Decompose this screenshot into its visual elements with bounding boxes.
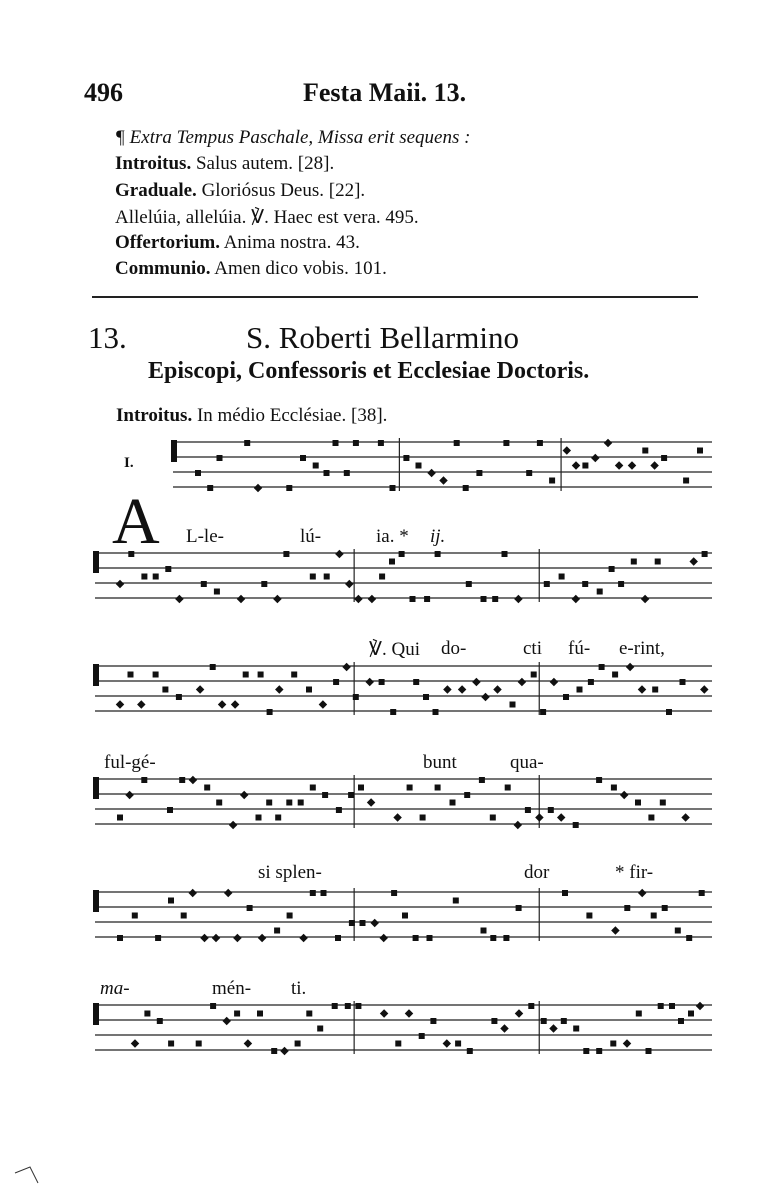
neume	[699, 890, 705, 896]
neume	[646, 1048, 652, 1054]
lyric-syllable: ti.	[291, 978, 307, 999]
neume	[515, 1009, 523, 1017]
neume	[234, 1011, 240, 1017]
neume	[544, 581, 550, 587]
neume	[678, 1018, 684, 1024]
neume	[609, 566, 615, 572]
neume	[229, 821, 237, 829]
neume	[179, 777, 185, 783]
proper-text: Salus autem. [28].	[195, 153, 335, 174]
neume	[650, 461, 658, 469]
neume	[391, 890, 397, 896]
neume	[681, 813, 689, 821]
neume	[413, 935, 419, 941]
neume	[216, 800, 222, 806]
neume	[689, 557, 697, 565]
neume	[153, 672, 159, 678]
neume	[615, 461, 623, 469]
neume	[310, 785, 316, 791]
neume	[324, 470, 330, 476]
neume	[390, 709, 396, 715]
neume	[596, 777, 602, 783]
neume	[295, 1041, 301, 1047]
neume	[233, 934, 241, 942]
neume	[389, 559, 395, 565]
neume	[267, 709, 273, 715]
neume	[345, 1003, 351, 1009]
neume	[439, 476, 447, 484]
neume	[353, 440, 359, 446]
neume	[196, 1041, 202, 1047]
lyric-syllable: mén-	[212, 978, 252, 999]
lyric-syllable: do-	[441, 638, 467, 659]
neume	[224, 889, 232, 897]
neume	[433, 709, 439, 715]
neume	[153, 574, 159, 580]
neume	[256, 815, 262, 821]
neume	[399, 551, 405, 557]
neume	[525, 807, 531, 813]
neume	[541, 1018, 547, 1024]
clef	[93, 777, 99, 799]
neume	[588, 679, 594, 685]
neume	[476, 470, 482, 476]
neume	[410, 596, 416, 602]
neume	[322, 792, 328, 798]
neume	[324, 574, 330, 580]
feast-title: S. Roberti Bellarmino	[246, 320, 519, 355]
neume	[286, 800, 292, 806]
initial-letter: A	[112, 485, 160, 558]
neume	[286, 485, 292, 491]
neume	[379, 574, 385, 580]
neume	[638, 685, 646, 693]
neume	[240, 791, 248, 799]
neume	[626, 663, 634, 671]
neume	[271, 1048, 277, 1054]
neume	[702, 551, 708, 557]
neume	[537, 440, 543, 446]
neume	[287, 913, 293, 919]
neume	[464, 792, 470, 798]
feast-day: 13.	[88, 320, 127, 355]
neume	[492, 596, 498, 602]
neume	[472, 678, 480, 686]
neume	[573, 822, 579, 828]
neume	[424, 596, 430, 602]
lyric-syllable: bunt	[423, 752, 457, 773]
neume	[660, 800, 666, 806]
neume	[207, 485, 213, 491]
neume	[141, 574, 147, 580]
neume	[413, 679, 419, 685]
neume	[557, 813, 565, 821]
neume	[368, 595, 376, 603]
neume	[299, 934, 307, 942]
neume	[365, 678, 373, 686]
neume	[481, 596, 487, 602]
neume	[655, 559, 661, 565]
neume	[535, 813, 543, 821]
neume	[443, 1039, 451, 1047]
neume	[572, 461, 580, 469]
neume	[620, 791, 628, 799]
neume	[144, 1011, 150, 1017]
neume	[342, 663, 350, 671]
neume	[317, 1026, 323, 1032]
proper-text: Gloriósus Deus. [22].	[201, 180, 366, 201]
neume	[577, 687, 583, 693]
proper-text: Amen dico vobis. 101.	[214, 258, 387, 279]
neume	[458, 685, 466, 693]
neume	[636, 1011, 642, 1017]
neume	[189, 776, 197, 784]
neume	[582, 581, 588, 587]
neume	[463, 485, 469, 491]
neume	[332, 1003, 338, 1009]
mode-number: I.	[124, 455, 134, 471]
page-number: 496	[84, 78, 123, 107]
neume	[298, 800, 304, 806]
neume	[117, 815, 123, 821]
lyric-syllable: fú-	[568, 638, 591, 659]
neume	[503, 935, 509, 941]
neume	[493, 685, 501, 693]
neume	[624, 905, 630, 911]
neume	[430, 1018, 436, 1024]
neume	[274, 928, 280, 934]
lyric-syllable: ia. *	[376, 526, 409, 547]
neume	[435, 551, 441, 557]
neume	[420, 815, 426, 821]
neume	[666, 709, 672, 715]
neume	[610, 1041, 616, 1047]
neume	[393, 813, 401, 821]
clef	[93, 664, 99, 686]
neume	[243, 672, 249, 678]
neume	[405, 1009, 413, 1017]
neume	[222, 1017, 230, 1025]
neume	[479, 777, 485, 783]
neume	[244, 440, 250, 446]
neume	[631, 559, 637, 565]
neume	[466, 581, 472, 587]
neume	[348, 792, 354, 798]
neume	[395, 1041, 401, 1047]
neume	[635, 800, 641, 806]
neume	[652, 687, 658, 693]
neume	[700, 685, 708, 693]
neume	[490, 935, 496, 941]
neume	[257, 1011, 263, 1017]
neume	[258, 672, 264, 678]
neume	[353, 694, 359, 700]
neume	[310, 890, 316, 896]
proper-label: Introitus.	[115, 153, 192, 174]
neume	[254, 484, 262, 492]
proper-label: Communio.	[115, 258, 211, 279]
neume	[686, 935, 692, 941]
neume	[168, 898, 174, 904]
neume	[162, 687, 168, 693]
introit-label: Introitus.	[116, 405, 193, 426]
neume	[623, 1039, 631, 1047]
neume	[378, 440, 384, 446]
neume	[261, 581, 267, 587]
neume	[291, 672, 297, 678]
neume	[419, 1033, 425, 1039]
neume	[642, 448, 648, 454]
neume	[618, 581, 624, 587]
neume	[132, 913, 138, 919]
rubric: ¶ Extra Tempus Paschale, Missa erit sequens :	[115, 127, 471, 148]
neume	[612, 672, 618, 678]
neume	[549, 1024, 557, 1032]
neume	[231, 700, 239, 708]
margin-mark	[12, 1165, 42, 1185]
neume	[516, 905, 522, 911]
neume	[510, 702, 516, 708]
neume	[628, 461, 636, 469]
neume	[204, 785, 210, 791]
neume	[313, 463, 319, 469]
neume	[200, 934, 208, 942]
neume	[549, 478, 555, 484]
neume	[244, 1039, 252, 1047]
neume	[247, 905, 253, 911]
lyric-syllable: ij.	[430, 526, 446, 547]
neume	[237, 595, 245, 603]
neume	[416, 463, 422, 469]
neume	[599, 664, 605, 670]
neume	[502, 551, 508, 557]
neume	[604, 439, 612, 447]
neume	[641, 595, 649, 603]
neume	[283, 551, 289, 557]
neume	[275, 685, 283, 693]
neume	[661, 455, 667, 461]
neume	[379, 679, 385, 685]
neume	[696, 1002, 704, 1010]
neume	[597, 589, 603, 595]
neume	[526, 470, 532, 476]
neume	[176, 694, 182, 700]
neume	[402, 913, 408, 919]
neume	[490, 815, 496, 821]
lyric-syllable: ℣. Qui	[369, 639, 420, 660]
neume	[280, 1047, 288, 1055]
neume	[165, 566, 171, 572]
neume	[675, 928, 681, 934]
neume	[217, 455, 223, 461]
proper-label: Graduale.	[115, 180, 197, 201]
neume	[573, 1026, 579, 1032]
neume	[611, 926, 619, 934]
lyric-syllable: e-rint,	[619, 638, 665, 659]
neume	[435, 785, 441, 791]
feast-subtitle: Episcopi, Confessoris et Ecclesiae Doctoris.	[148, 358, 590, 384]
neume	[195, 470, 201, 476]
neume	[275, 815, 281, 821]
neume	[540, 709, 546, 715]
neume	[212, 934, 220, 942]
neume	[137, 700, 145, 708]
neume	[333, 440, 339, 446]
neume	[380, 1009, 388, 1017]
neume	[563, 694, 569, 700]
neume	[481, 693, 489, 701]
clef	[93, 551, 99, 573]
neume	[453, 898, 459, 904]
neume	[218, 700, 226, 708]
neume	[201, 581, 207, 587]
neume	[131, 1039, 139, 1047]
neume	[333, 679, 339, 685]
neume	[423, 694, 429, 700]
neume	[562, 890, 568, 896]
running-title: Festa Maii. 13.	[303, 78, 467, 107]
neume	[651, 913, 657, 919]
lyric-syllable: si splen-	[258, 862, 322, 883]
neume	[491, 1018, 497, 1024]
neume	[360, 920, 366, 926]
neume	[697, 448, 703, 454]
neume	[355, 1003, 361, 1009]
neume	[503, 440, 509, 446]
neume	[335, 550, 343, 558]
neume	[188, 889, 196, 897]
neume	[481, 928, 487, 934]
neume	[407, 785, 413, 791]
neume	[680, 679, 686, 685]
lyric-syllable: lú-	[300, 526, 322, 547]
neume	[450, 800, 456, 806]
neume	[688, 1011, 694, 1017]
neume	[319, 700, 327, 708]
neume	[586, 913, 592, 919]
neume	[300, 455, 306, 461]
neume	[354, 595, 362, 603]
neume	[214, 589, 220, 595]
neume	[390, 485, 396, 491]
neume	[273, 595, 281, 603]
neume	[116, 580, 124, 588]
lyric-syllable: ma-	[100, 978, 130, 999]
neume	[168, 1041, 174, 1047]
neume	[514, 595, 522, 603]
lyric-syllable: qua-	[510, 752, 544, 773]
neume	[591, 454, 599, 462]
lyric-syllable: cti	[523, 638, 542, 659]
neume	[454, 440, 460, 446]
neume	[167, 807, 173, 813]
neume	[358, 785, 364, 791]
neume	[669, 1003, 675, 1009]
introit-text: In médio Ecclésiae. [38].	[196, 405, 388, 426]
neume	[563, 446, 571, 454]
neume	[117, 935, 123, 941]
neume	[370, 919, 378, 927]
neume	[266, 800, 272, 806]
neume	[514, 821, 522, 829]
neume	[582, 463, 588, 469]
neume	[128, 672, 134, 678]
neume	[306, 1011, 312, 1017]
neume	[125, 791, 133, 799]
lyric-syllable: * fir-	[615, 862, 654, 883]
lyric-syllable: dor	[524, 862, 550, 883]
lyric-syllable: ful-gé-	[104, 752, 156, 773]
neume	[258, 934, 266, 942]
neume	[500, 1024, 508, 1032]
neume	[455, 1041, 461, 1047]
lyric-syllable: L-le-	[186, 526, 224, 547]
neume	[548, 807, 554, 813]
neume	[349, 920, 355, 926]
neume	[379, 934, 387, 942]
neume	[403, 455, 409, 461]
neume	[155, 935, 161, 941]
neume	[344, 470, 350, 476]
neume	[427, 469, 435, 477]
neume	[443, 685, 451, 693]
neume	[683, 478, 689, 484]
neume	[648, 815, 654, 821]
neume	[662, 905, 668, 911]
neume	[518, 678, 526, 686]
neume	[528, 1003, 534, 1009]
neume	[306, 687, 312, 693]
neume	[427, 935, 433, 941]
neume	[210, 664, 216, 670]
neume	[336, 807, 342, 813]
neume	[467, 1048, 473, 1054]
neume	[367, 798, 375, 806]
neume	[345, 580, 353, 588]
neume	[583, 1048, 589, 1054]
neume	[196, 685, 204, 693]
clef	[171, 440, 177, 462]
proper-text: Allelúia, allelúia. ℣. Haec est vera. 495.	[115, 207, 419, 228]
neume	[596, 1048, 602, 1054]
neume	[505, 785, 511, 791]
neume	[321, 890, 327, 896]
clef	[93, 1003, 99, 1025]
neume	[116, 700, 124, 708]
neume	[310, 574, 316, 580]
neume	[638, 889, 646, 897]
clef	[93, 890, 99, 912]
neume	[175, 595, 183, 603]
neume	[335, 935, 341, 941]
neume	[561, 1018, 567, 1024]
neume	[559, 574, 565, 580]
neume	[550, 678, 558, 686]
neume	[572, 595, 580, 603]
proper-text: Anima nostra. 43.	[223, 232, 360, 253]
neume	[531, 672, 537, 678]
neume	[210, 1003, 216, 1009]
neume	[181, 913, 187, 919]
neume	[157, 1018, 163, 1024]
neume	[141, 777, 147, 783]
neume	[658, 1003, 664, 1009]
neume	[611, 785, 617, 791]
proper-label: Offertorium.	[115, 232, 220, 253]
